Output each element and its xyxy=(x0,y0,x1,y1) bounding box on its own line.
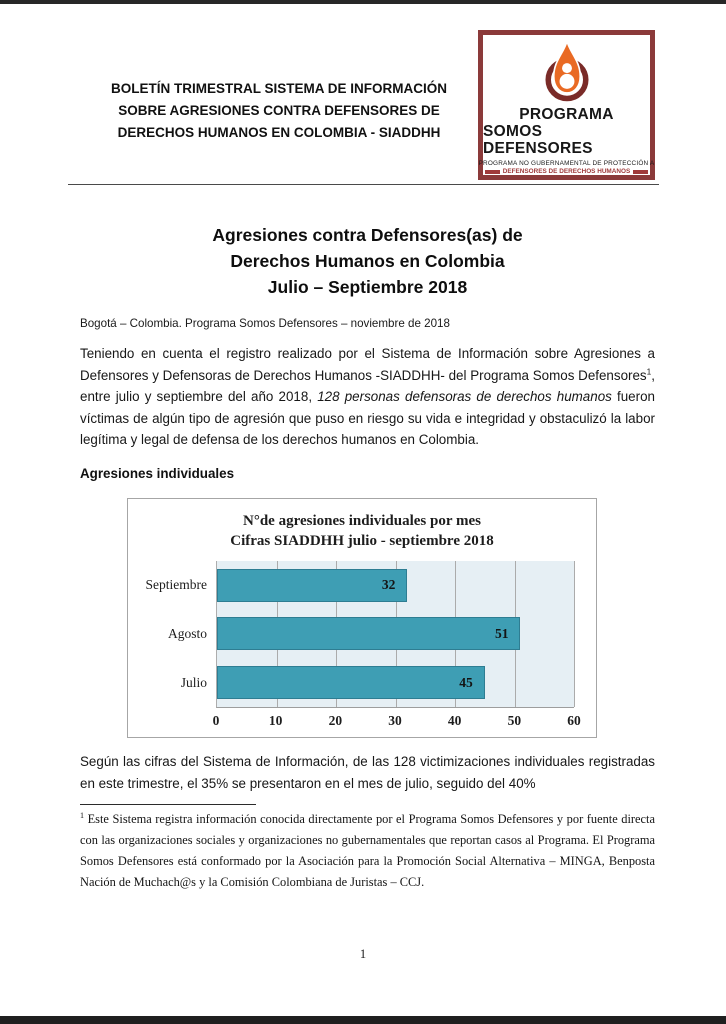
chart-x-axis-row xyxy=(128,708,581,735)
chart-category-label: Septiembre xyxy=(145,577,207,593)
chart-category-label: Julio xyxy=(180,675,207,691)
logo-title-line1: PROGRAMA xyxy=(519,106,614,123)
logo-title-line2: SOMOS DEFENSORES xyxy=(483,123,593,157)
intro-text-3: fueron víctimas de algún tipo de agresión que puso en riesgo su vida e integridad y obstaculizó la labor legítima y legal de defensa de los derechos humanos en Colombia. xyxy=(80,389,655,448)
red-block-right xyxy=(633,170,648,174)
chart-title xyxy=(128,511,574,551)
chart-bar-value: 45 xyxy=(459,674,473,690)
red-block-left xyxy=(485,170,500,174)
document-title xyxy=(80,222,655,300)
chart-axis-spacer xyxy=(128,708,216,735)
chart-x-tick-label: 30 xyxy=(388,712,402,728)
chart-gridline xyxy=(574,561,575,707)
title-line-1: Agresiones contra Defensores(as) de xyxy=(212,225,523,245)
chart-bar xyxy=(217,617,520,650)
logo-tagline: PROGRAMA NO GUBERNAMENTAL DE PROTECCIÓN A xyxy=(478,160,655,167)
chart-bar-row xyxy=(217,610,574,659)
chart-bar-row xyxy=(217,658,574,707)
intro-text-italic: 128 personas defensoras de derechos humanos xyxy=(317,389,612,405)
chart-bar-value: 51 xyxy=(494,625,509,641)
footnote xyxy=(80,809,655,893)
chart-x-tick-label: 50 xyxy=(507,712,522,728)
title-line-2: Derechos Humanos en Colombia xyxy=(230,251,505,271)
chart-bar-row xyxy=(217,561,574,610)
byline: Bogotá – Colombia. Programa Somos Defensores – noviembre de 2018 xyxy=(80,317,450,330)
chart-plot xyxy=(216,561,574,708)
footnote-divider xyxy=(80,804,256,805)
footnote-number: 1 xyxy=(80,811,85,821)
chart-x-tick-label: 20 xyxy=(328,712,343,728)
agresiones-bar-chart xyxy=(127,498,597,738)
bulletin-header-title: BOLETÍN TRIMESTRAL SISTEMA DE INFORMACIÓN SOBRE AGRESIONES CONTRA DEFENSORES DE DERECHOS HUMANOS EN COLOMBIA - SIADDHH xyxy=(111,81,447,140)
logo-subtagline: DEFENSORES DE DERECHOS HUMANOS xyxy=(502,168,631,175)
chart-category-labels xyxy=(128,561,216,708)
header-divider xyxy=(68,184,659,185)
intro-text-1: Teniendo en cuenta el registro realizado por el Sistema de Información sobre Agresiones a Defensores y Defensoras de Derechos Humanos -SIADDHH- del Programa Somos Defensores xyxy=(80,346,655,383)
chart-x-axis xyxy=(212,708,581,735)
page-content xyxy=(80,4,655,893)
page-number: 1 xyxy=(359,947,367,961)
somos-defensores-logo xyxy=(478,30,655,180)
section-heading-agresiones-individuales: Agresiones individuales xyxy=(80,465,235,481)
chart-x-tick-label: 60 xyxy=(567,712,581,728)
chart-title-line1: N°de agresiones individuales por mes xyxy=(243,512,481,529)
chart-bar-value: 32 xyxy=(381,577,396,593)
intro-text-2: , entre julio y septiembre del año 2018, xyxy=(80,367,655,405)
footnote-text: Este Sistema registra información conocida directamente por el Programa Somos Defensores y por fuente directa con las organizaciones sociales y organizaciones no gubernamentales que reportan casos al Programa. El Programa Somos Defensores está conformado por la Asociación para la Promoción Social Alternativa – MINGA, Benposta Nación de Muchach@s y la Comisión Colombiana de Juristas – CCJ. xyxy=(80,812,655,890)
title-line-3: Julio – Septiembre 2018 xyxy=(267,277,468,297)
chart-x-tick-label: 0 xyxy=(212,712,220,728)
summary-paragraph: Según las cifras del Sistema de Información, de las 128 victimizaciones individuales registradas en este trimestre, el 35% se presentaron en el mes de julio, seguido del 40% xyxy=(80,753,655,791)
flame-icon xyxy=(532,40,602,104)
chart-bar xyxy=(217,569,407,602)
chart-x-tick-label: 40 xyxy=(447,712,462,728)
chart-x-tick-label: 10 xyxy=(268,712,283,728)
logo-subtagline-row xyxy=(485,168,648,175)
footnote-reference: 1 xyxy=(646,366,652,377)
chart-area xyxy=(128,561,574,708)
chart-bar xyxy=(217,666,485,699)
intro-paragraph xyxy=(80,343,655,451)
chart-title-line2: Cifras SIADDHH julio - septiembre 2018 xyxy=(230,532,494,549)
document-header xyxy=(80,4,655,180)
document-page xyxy=(0,4,726,1016)
viewer-bottom-edge xyxy=(0,1016,726,1024)
chart-category-label: Agosto xyxy=(167,626,207,642)
